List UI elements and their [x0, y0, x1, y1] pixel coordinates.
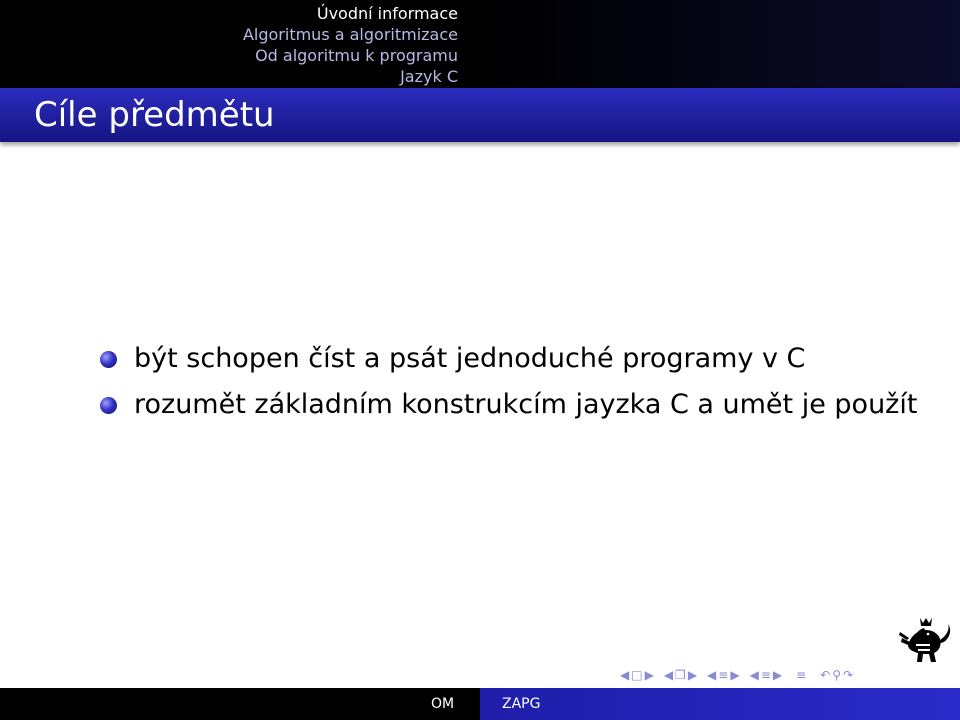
frame-prev-icon[interactable]: ◀ [663, 668, 674, 682]
slide-nav-icon[interactable]: □ [631, 668, 643, 682]
subsection-next-icon[interactable]: ▶ [730, 668, 740, 682]
slide-next-icon[interactable]: ▶ [644, 668, 654, 682]
bullet-text: rozumět základním konstrukcím jayzka C a umět je použít [134, 389, 918, 420]
footer-title-box [480, 688, 960, 720]
bullet-text: být schopen číst a psát jednoduché programy v C [134, 343, 806, 374]
section-prev-icon[interactable]: ◀ [749, 668, 759, 682]
footer-author: OM [431, 696, 455, 712]
nav-section-jazyk-c[interactable]: Jazyk C [400, 67, 458, 86]
nav-section-algoritmus[interactable]: Algoritmus a algoritmizace [242, 25, 458, 44]
list-item [96, 382, 917, 428]
frame-title: Cíle předmětu [34, 95, 275, 135]
frame-next-icon[interactable]: ▶ [687, 668, 698, 682]
beamer-navigation [620, 664, 853, 686]
footer-author-box [0, 688, 480, 720]
list-item [96, 336, 917, 382]
search-forward-icon[interactable]: ↷ [843, 668, 854, 682]
subsection-nav-icon[interactable]: ≡ [718, 668, 729, 682]
bullet-list [96, 336, 917, 428]
slide-prev-icon[interactable]: ◀ [620, 668, 630, 682]
frame-title-bar [0, 88, 960, 142]
align-icon[interactable]: ≡ [796, 668, 807, 682]
nav-section-uvodni-informace[interactable]: Úvodní informace [316, 4, 458, 23]
search-back-icon[interactable]: ↶ [820, 668, 831, 682]
footline [0, 688, 960, 720]
section-navigation [243, 3, 458, 87]
section-next-icon[interactable]: ▶ [772, 668, 783, 682]
subsection-prev-icon[interactable]: ◀ [707, 668, 717, 682]
header-bar [0, 0, 960, 88]
bullet-ball-icon [100, 351, 117, 368]
section-nav-icon[interactable]: ≡ [760, 668, 771, 682]
footer-short-title: ZAPG [502, 696, 541, 712]
bullet-ball-icon [100, 397, 117, 414]
university-logo [898, 616, 954, 664]
search-icon[interactable]: ⚲ [832, 668, 842, 682]
nav-section-od-algoritmu[interactable]: Od algoritmu k programu [255, 46, 458, 65]
frame-nav-icon[interactable]: ❒ [675, 668, 686, 682]
